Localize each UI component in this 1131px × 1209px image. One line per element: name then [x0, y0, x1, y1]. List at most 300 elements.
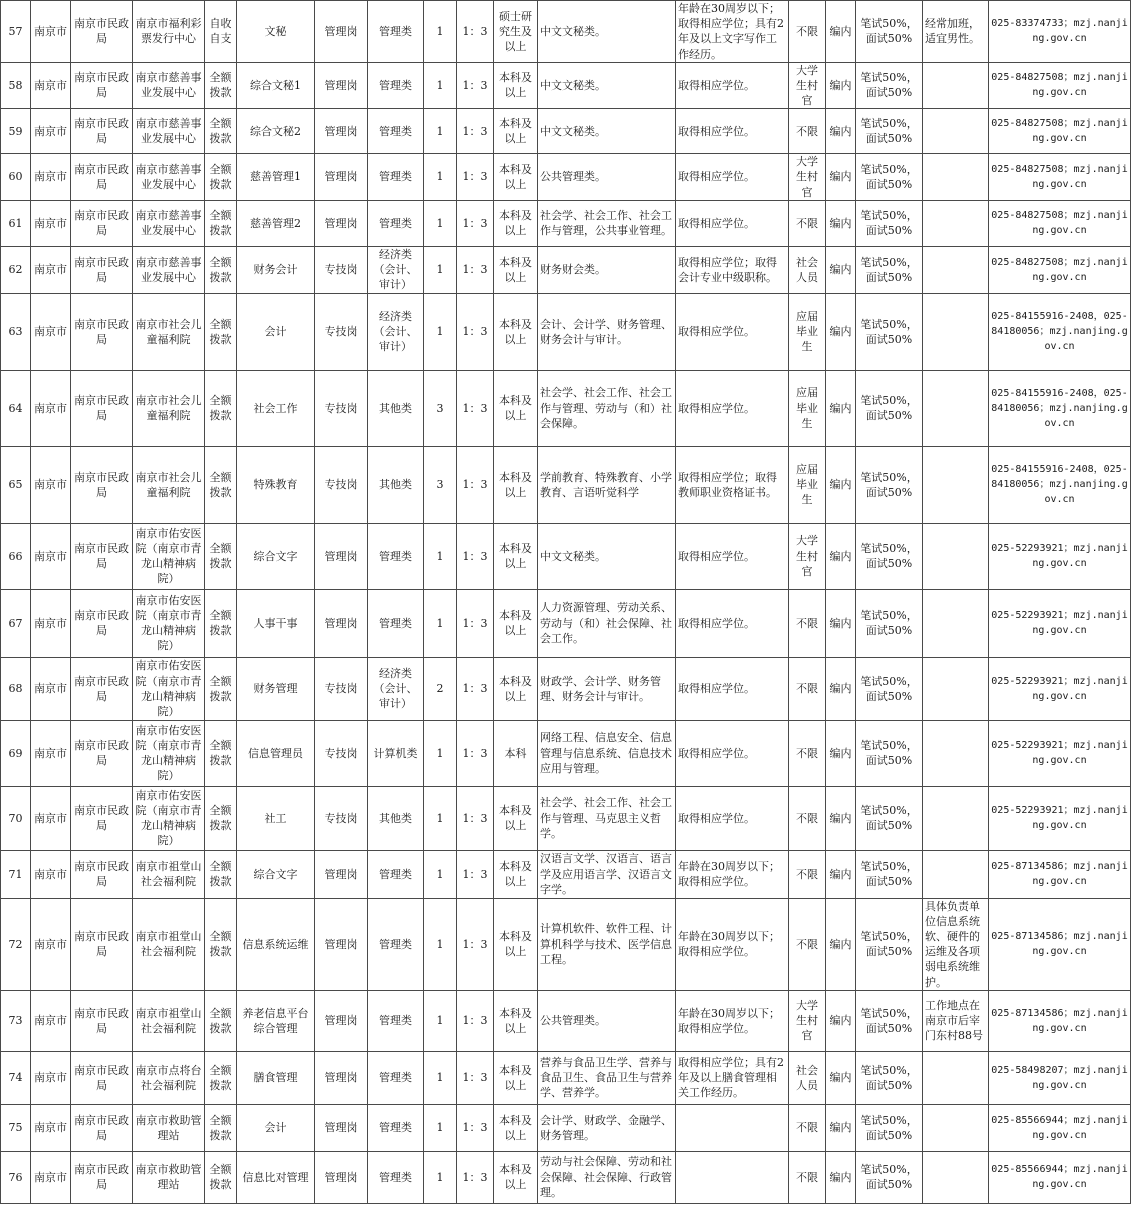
headcount-cell: 1: [424, 850, 457, 898]
post-name-cell: 财务会计: [237, 246, 315, 293]
unit-cell: 南京市社会儿童福利院: [133, 446, 205, 523]
headcount-cell: 2: [424, 657, 457, 720]
contact-cell: 025-84827508；mzj.nanjing.gov.cn: [989, 109, 1131, 154]
unit-cell: 南京市佑安医院（南京市青龙山精神病院）: [133, 523, 205, 589]
major-requirement-cell: 会计、会计学、财务管理、财务会计与审计。: [538, 293, 676, 370]
funding-type-cell: 全额拨款: [205, 62, 237, 109]
funding-type-cell: 全额拨款: [205, 850, 237, 898]
major-requirement-cell: 中文文秘类。: [538, 1, 676, 63]
funding-type-cell: 全额拨款: [205, 786, 237, 850]
exam-ratio-cell: 1：3: [457, 293, 494, 370]
major-requirement-cell: 中文文秘类。: [538, 62, 676, 109]
unit-cell: 南京市佑安医院（南京市青龙山精神病院）: [133, 720, 205, 786]
funding-type-cell: 全额拨款: [205, 293, 237, 370]
headcount-cell: 1: [424, 1051, 457, 1104]
post-category-cell: 管理类: [368, 1151, 424, 1203]
education-cell: 本科及以上: [494, 446, 538, 523]
post-category-cell: 管理类: [368, 850, 424, 898]
department-cell: 南京市民政局: [71, 370, 133, 446]
major-requirement-cell: 社会学、社会工作、社会工作与管理，公共事业管理。: [538, 200, 676, 246]
table-row: [1, 200, 1131, 246]
row-number: 70: [1, 786, 31, 850]
city-cell: 南京市: [31, 154, 71, 201]
post-name-cell: 会计: [237, 293, 315, 370]
contact-cell: 025-52293921；mzj.nanjing.gov.cn: [989, 589, 1131, 657]
funding-type-cell: 全额拨款: [205, 898, 237, 990]
exam-ratio-cell: 1：3: [457, 62, 494, 109]
contact-cell: 025-83374733；mzj.nanjing.gov.cn: [989, 1, 1131, 63]
funding-type-cell: 全额拨款: [205, 657, 237, 720]
contact-cell: 025-84827508；mzj.nanjing.gov.cn: [989, 154, 1131, 201]
major-requirement-cell: 劳动与社会保障、劳动和社会保障、社会保障、行政管理。: [538, 1151, 676, 1203]
funding-type-cell: 全额拨款: [205, 1051, 237, 1104]
funding-type-cell: 自收自支: [205, 1, 237, 63]
city-cell: 南京市: [31, 850, 71, 898]
funding-type-cell: 全额拨款: [205, 1104, 237, 1151]
education-cell: 本科及以上: [494, 109, 538, 154]
exam-weight-cell: 笔试50%，面试50%: [856, 200, 923, 246]
unit-cell: 南京市祖堂山社会福利院: [133, 850, 205, 898]
exam-weight-cell: 笔试50%，面试50%: [856, 246, 923, 293]
staffing-cell: 编内: [826, 898, 856, 990]
exam-ratio-cell: 1：3: [457, 990, 494, 1051]
remark-cell: [923, 109, 989, 154]
other-requirement-cell: 取得相应学位。: [676, 657, 789, 720]
department-cell: 南京市民政局: [71, 62, 133, 109]
other-requirement-cell: 取得相应学位。: [676, 720, 789, 786]
remark-cell: [923, 200, 989, 246]
other-requirement-cell: 年龄在30周岁以下；取得相应学位。: [676, 898, 789, 990]
department-cell: 南京市民政局: [71, 589, 133, 657]
row-number: 76: [1, 1151, 31, 1203]
row-number: 59: [1, 109, 31, 154]
remark-cell: [923, 154, 989, 201]
city-cell: 南京市: [31, 1051, 71, 1104]
exam-weight-cell: 笔试50%，面试50%: [856, 720, 923, 786]
post-type-cell: 专技岗: [315, 246, 368, 293]
post-category-cell: 经济类（会计、审计）: [368, 657, 424, 720]
staffing-cell: 编内: [826, 990, 856, 1051]
row-number: 60: [1, 154, 31, 201]
funding-type-cell: 全额拨款: [205, 154, 237, 201]
post-category-cell: 管理类: [368, 990, 424, 1051]
table-row: [1, 246, 1131, 293]
contact-cell: 025-84827508；mzj.nanjing.gov.cn: [989, 62, 1131, 109]
exam-weight-cell: 笔试50%，面试50%: [856, 657, 923, 720]
remark-cell: [923, 786, 989, 850]
city-cell: 南京市: [31, 293, 71, 370]
contact-cell: 025-84155916-2408，025-84180056；mzj.nanjing.gov.cn: [989, 370, 1131, 446]
exam-weight-cell: 笔试50%，面试50%: [856, 990, 923, 1051]
education-cell: 本科及以上: [494, 523, 538, 589]
city-cell: 南京市: [31, 109, 71, 154]
post-category-cell: 管理类: [368, 200, 424, 246]
headcount-cell: 1: [424, 293, 457, 370]
target-group-cell: 应届毕业生: [789, 370, 826, 446]
exam-ratio-cell: 1：3: [457, 850, 494, 898]
target-group-cell: 应届毕业生: [789, 293, 826, 370]
target-group-cell: 大学生村官: [789, 523, 826, 589]
education-cell: 本科及以上: [494, 990, 538, 1051]
post-type-cell: 管理岗: [315, 1051, 368, 1104]
staffing-cell: 编内: [826, 657, 856, 720]
staffing-cell: 编内: [826, 109, 856, 154]
education-cell: 本科及以上: [494, 154, 538, 201]
headcount-cell: 1: [424, 1104, 457, 1151]
table-row: [1, 370, 1131, 446]
exam-ratio-cell: 1：3: [457, 200, 494, 246]
post-type-cell: 管理岗: [315, 990, 368, 1051]
remark-cell: [923, 720, 989, 786]
department-cell: 南京市民政局: [71, 293, 133, 370]
funding-type-cell: 全额拨款: [205, 523, 237, 589]
major-requirement-cell: 财政学、会计学、财务管理、财务会计与审计。: [538, 657, 676, 720]
major-requirement-cell: 人力资源管理、劳动关系、劳动与（和）社会保障、社会工作。: [538, 589, 676, 657]
other-requirement-cell: 取得相应学位；具有2年及以上膳食管理相关工作经历。: [676, 1051, 789, 1104]
staffing-cell: 编内: [826, 589, 856, 657]
exam-ratio-cell: 1：3: [457, 720, 494, 786]
exam-weight-cell: 笔试50%，面试50%: [856, 898, 923, 990]
major-requirement-cell: 会计学、财政学、金融学、财务管理。: [538, 1104, 676, 1151]
unit-cell: 南京市佑安医院（南京市青龙山精神病院）: [133, 786, 205, 850]
unit-cell: 南京市慈善事业发展中心: [133, 62, 205, 109]
staffing-cell: 编内: [826, 1151, 856, 1203]
target-group-cell: 不限: [789, 657, 826, 720]
city-cell: 南京市: [31, 589, 71, 657]
staffing-cell: 编内: [826, 200, 856, 246]
post-name-cell: 人事干事: [237, 589, 315, 657]
post-category-cell: 管理类: [368, 1, 424, 63]
remark-cell: [923, 850, 989, 898]
staffing-cell: 编内: [826, 850, 856, 898]
row-number: 74: [1, 1051, 31, 1104]
education-cell: 本科及以上: [494, 246, 538, 293]
post-name-cell: 特殊教育: [237, 446, 315, 523]
other-requirement-cell: 取得相应学位；取得教师职业资格证书。: [676, 446, 789, 523]
post-category-cell: 管理类: [368, 1051, 424, 1104]
department-cell: 南京市民政局: [71, 898, 133, 990]
exam-weight-cell: 笔试50%，面试50%: [856, 786, 923, 850]
exam-weight-cell: 笔试50%，面试50%: [856, 1051, 923, 1104]
row-number: 71: [1, 850, 31, 898]
education-cell: 本科及以上: [494, 1051, 538, 1104]
target-group-cell: 不限: [789, 589, 826, 657]
row-number: 57: [1, 1, 31, 63]
unit-cell: 南京市慈善事业发展中心: [133, 200, 205, 246]
department-cell: 南京市民政局: [71, 990, 133, 1051]
major-requirement-cell: 公共管理类。: [538, 990, 676, 1051]
contact-cell: 025-52293921；mzj.nanjing.gov.cn: [989, 523, 1131, 589]
exam-ratio-cell: 1：3: [457, 786, 494, 850]
post-type-cell: 管理岗: [315, 850, 368, 898]
post-name-cell: 养老信息平台综合管理: [237, 990, 315, 1051]
post-type-cell: 管理岗: [315, 1104, 368, 1151]
remark-cell: [923, 446, 989, 523]
post-type-cell: 管理岗: [315, 200, 368, 246]
major-requirement-cell: 汉语言文学、汉语言、语言学及应用语言学、汉语言文字学。: [538, 850, 676, 898]
other-requirement-cell: 取得相应学位。: [676, 786, 789, 850]
row-number: 72: [1, 898, 31, 990]
city-cell: 南京市: [31, 1, 71, 63]
post-type-cell: 管理岗: [315, 109, 368, 154]
exam-ratio-cell: 1：3: [457, 446, 494, 523]
headcount-cell: 1: [424, 200, 457, 246]
staffing-cell: 编内: [826, 1, 856, 63]
unit-cell: 南京市救助管理站: [133, 1104, 205, 1151]
exam-weight-cell: 笔试50%，面试50%: [856, 154, 923, 201]
post-type-cell: 专技岗: [315, 657, 368, 720]
remark-cell: [923, 246, 989, 293]
exam-ratio-cell: 1：3: [457, 1104, 494, 1151]
headcount-cell: 1: [424, 589, 457, 657]
post-name-cell: 慈善管理1: [237, 154, 315, 201]
city-cell: 南京市: [31, 1151, 71, 1203]
staffing-cell: 编内: [826, 1104, 856, 1151]
target-group-cell: 社会人员: [789, 246, 826, 293]
department-cell: 南京市民政局: [71, 1104, 133, 1151]
exam-ratio-cell: 1：3: [457, 370, 494, 446]
post-category-cell: 管理类: [368, 62, 424, 109]
headcount-cell: 1: [424, 720, 457, 786]
department-cell: 南京市民政局: [71, 1051, 133, 1104]
city-cell: 南京市: [31, 523, 71, 589]
target-group-cell: 不限: [789, 1104, 826, 1151]
post-category-cell: 管理类: [368, 589, 424, 657]
unit-cell: 南京市救助管理站: [133, 1151, 205, 1203]
city-cell: 南京市: [31, 898, 71, 990]
post-category-cell: 管理类: [368, 154, 424, 201]
unit-cell: 南京市社会儿童福利院: [133, 293, 205, 370]
funding-type-cell: 全额拨款: [205, 446, 237, 523]
department-cell: 南京市民政局: [71, 523, 133, 589]
contact-cell: 025-52293921；mzj.nanjing.gov.cn: [989, 720, 1131, 786]
staffing-cell: 编内: [826, 446, 856, 523]
headcount-cell: 1: [424, 523, 457, 589]
post-category-cell: 计算机类: [368, 720, 424, 786]
row-number: 63: [1, 293, 31, 370]
exam-ratio-cell: 1：3: [457, 246, 494, 293]
major-requirement-cell: 财务财会类。: [538, 246, 676, 293]
remark-cell: 具体负责单位信息系统软、硬件的运维及各项弱电系统维护。: [923, 898, 989, 990]
remark-cell: [923, 1104, 989, 1151]
post-category-cell: 管理类: [368, 109, 424, 154]
education-cell: 本科及以上: [494, 1104, 538, 1151]
city-cell: 南京市: [31, 62, 71, 109]
row-number: 61: [1, 200, 31, 246]
education-cell: 本科及以上: [494, 200, 538, 246]
post-name-cell: 综合文秘1: [237, 62, 315, 109]
target-group-cell: 大学生村官: [789, 154, 826, 201]
post-name-cell: 综合文字: [237, 523, 315, 589]
exam-ratio-cell: 1：3: [457, 1151, 494, 1203]
exam-weight-cell: 笔试50%，面试50%: [856, 850, 923, 898]
staffing-cell: 编内: [826, 62, 856, 109]
contact-cell: 025-84155916-2408，025-84180056；mzj.nanjing.gov.cn: [989, 446, 1131, 523]
contact-cell: 025-87134586；mzj.nanjing.gov.cn: [989, 898, 1131, 990]
education-cell: 本科及以上: [494, 589, 538, 657]
table-row: [1, 109, 1131, 154]
staffing-cell: 编内: [826, 720, 856, 786]
unit-cell: 南京市福利彩票发行中心: [133, 1, 205, 63]
staffing-cell: 编内: [826, 786, 856, 850]
unit-cell: 南京市佑安医院（南京市青龙山精神病院）: [133, 657, 205, 720]
post-category-cell: 其他类: [368, 370, 424, 446]
exam-ratio-cell: 1：3: [457, 1, 494, 63]
headcount-cell: 1: [424, 109, 457, 154]
table-row: [1, 657, 1131, 720]
post-name-cell: 信息比对管理: [237, 1151, 315, 1203]
table-row: [1, 446, 1131, 523]
post-type-cell: 管理岗: [315, 898, 368, 990]
remark-cell: [923, 370, 989, 446]
contact-cell: 025-85566944；mzj.nanjing.gov.cn: [989, 1151, 1131, 1203]
funding-type-cell: 全额拨款: [205, 990, 237, 1051]
contact-cell: 025-85566944；mzj.nanjing.gov.cn: [989, 1104, 1131, 1151]
remark-cell: [923, 657, 989, 720]
post-category-cell: 管理类: [368, 1104, 424, 1151]
exam-weight-cell: 笔试50%，面试50%: [856, 293, 923, 370]
department-cell: 南京市民政局: [71, 154, 133, 201]
city-cell: 南京市: [31, 1104, 71, 1151]
post-name-cell: 财务管理: [237, 657, 315, 720]
education-cell: 硕士研究生及以上: [494, 1, 538, 63]
major-requirement-cell: 社会学、社会工作、社会工作与管理、劳动与（和）社会保障。: [538, 370, 676, 446]
city-cell: 南京市: [31, 657, 71, 720]
education-cell: 本科及以上: [494, 293, 538, 370]
staffing-cell: 编内: [826, 523, 856, 589]
target-group-cell: 不限: [789, 720, 826, 786]
unit-cell: 南京市佑安医院（南京市青龙山精神病院）: [133, 589, 205, 657]
row-number: 66: [1, 523, 31, 589]
headcount-cell: 1: [424, 154, 457, 201]
remark-cell: [923, 589, 989, 657]
table-row: [1, 850, 1131, 898]
exam-ratio-cell: 1：3: [457, 523, 494, 589]
education-cell: 本科及以上: [494, 62, 538, 109]
post-type-cell: 管理岗: [315, 523, 368, 589]
staffing-cell: 编内: [826, 1051, 856, 1104]
other-requirement-cell: 年龄在30周岁以下；取得相应学位。: [676, 990, 789, 1051]
department-cell: 南京市民政局: [71, 246, 133, 293]
exam-ratio-cell: 1：3: [457, 1051, 494, 1104]
funding-type-cell: 全额拨款: [205, 246, 237, 293]
table-row: [1, 1104, 1131, 1151]
post-name-cell: 慈善管理2: [237, 200, 315, 246]
education-cell: 本科及以上: [494, 898, 538, 990]
headcount-cell: 1: [424, 62, 457, 109]
target-group-cell: 不限: [789, 200, 826, 246]
exam-weight-cell: 笔试50%，面试50%: [856, 446, 923, 523]
table-row: [1, 990, 1131, 1051]
target-group-cell: 大学生村官: [789, 990, 826, 1051]
target-group-cell: 应届毕业生: [789, 446, 826, 523]
department-cell: 南京市民政局: [71, 720, 133, 786]
funding-type-cell: 全额拨款: [205, 370, 237, 446]
exam-weight-cell: 笔试50%，面试50%: [856, 1151, 923, 1203]
department-cell: 南京市民政局: [71, 657, 133, 720]
exam-ratio-cell: 1：3: [457, 154, 494, 201]
staffing-cell: 编内: [826, 246, 856, 293]
other-requirement-cell: 取得相应学位。: [676, 523, 789, 589]
other-requirement-cell: 取得相应学位。: [676, 200, 789, 246]
post-type-cell: 专技岗: [315, 786, 368, 850]
table-row: [1, 1051, 1131, 1104]
major-requirement-cell: 社会学、社会工作、社会工作与管理、马克思主义哲学。: [538, 786, 676, 850]
contact-cell: 025-52293921；mzj.nanjing.gov.cn: [989, 786, 1131, 850]
remark-cell: 工作地点在南京市后宰门东村88号: [923, 990, 989, 1051]
exam-weight-cell: 笔试50%，面试50%: [856, 1, 923, 63]
headcount-cell: 3: [424, 370, 457, 446]
post-type-cell: 专技岗: [315, 720, 368, 786]
post-type-cell: 专技岗: [315, 446, 368, 523]
major-requirement-cell: 学前教育、特殊教育、小学教育、言语听觉科学: [538, 446, 676, 523]
remark-cell: [923, 1151, 989, 1203]
staffing-cell: 编内: [826, 154, 856, 201]
department-cell: 南京市民政局: [71, 200, 133, 246]
table-row: [1, 523, 1131, 589]
post-category-cell: 经济类（会计、审计）: [368, 246, 424, 293]
table-row: [1, 720, 1131, 786]
department-cell: 南京市民政局: [71, 850, 133, 898]
post-type-cell: 管理岗: [315, 154, 368, 201]
education-cell: 本科: [494, 720, 538, 786]
major-requirement-cell: 计算机软件、软件工程、计算机科学与技术、医学信息工程。: [538, 898, 676, 990]
city-cell: 南京市: [31, 720, 71, 786]
exam-weight-cell: 笔试50%，面试50%: [856, 523, 923, 589]
contact-cell: 025-87134586；mzj.nanjing.gov.cn: [989, 850, 1131, 898]
exam-ratio-cell: 1：3: [457, 898, 494, 990]
department-cell: 南京市民政局: [71, 109, 133, 154]
table-row: [1, 786, 1131, 850]
exam-weight-cell: 笔试50%，面试50%: [856, 370, 923, 446]
major-requirement-cell: 公共管理类。: [538, 154, 676, 201]
funding-type-cell: 全额拨款: [205, 200, 237, 246]
exam-ratio-cell: 1：3: [457, 657, 494, 720]
city-cell: 南京市: [31, 246, 71, 293]
post-type-cell: 专技岗: [315, 293, 368, 370]
contact-cell: 025-87134586；mzj.nanjing.gov.cn: [989, 990, 1131, 1051]
contact-cell: 025-84827508；mzj.nanjing.gov.cn: [989, 246, 1131, 293]
post-name-cell: 社会工作: [237, 370, 315, 446]
unit-cell: 南京市慈善事业发展中心: [133, 109, 205, 154]
city-cell: 南京市: [31, 370, 71, 446]
city-cell: 南京市: [31, 786, 71, 850]
contact-cell: 025-58498207；mzj.nanjing.gov.cn: [989, 1051, 1131, 1104]
education-cell: 本科及以上: [494, 1151, 538, 1203]
other-requirement-cell: 取得相应学位；取得会计专业中级职称。: [676, 246, 789, 293]
department-cell: 南京市民政局: [71, 1151, 133, 1203]
headcount-cell: 3: [424, 446, 457, 523]
row-number: 62: [1, 246, 31, 293]
table-row: [1, 62, 1131, 109]
education-cell: 本科及以上: [494, 850, 538, 898]
funding-type-cell: 全额拨款: [205, 109, 237, 154]
funding-type-cell: 全额拨款: [205, 589, 237, 657]
headcount-cell: 1: [424, 1151, 457, 1203]
remark-cell: [923, 1051, 989, 1104]
other-requirement-cell: 取得相应学位。: [676, 154, 789, 201]
education-cell: 本科及以上: [494, 657, 538, 720]
post-name-cell: 文秘: [237, 1, 315, 63]
other-requirement-cell: 取得相应学位。: [676, 370, 789, 446]
exam-weight-cell: 笔试50%，面试50%: [856, 1104, 923, 1151]
row-number: 64: [1, 370, 31, 446]
contact-cell: 025-52293921；mzj.nanjing.gov.cn: [989, 657, 1131, 720]
table-row: [1, 1, 1131, 63]
other-requirement-cell: 取得相应学位。: [676, 293, 789, 370]
other-requirement-cell: 取得相应学位。: [676, 109, 789, 154]
post-name-cell: 膳食管理: [237, 1051, 315, 1104]
